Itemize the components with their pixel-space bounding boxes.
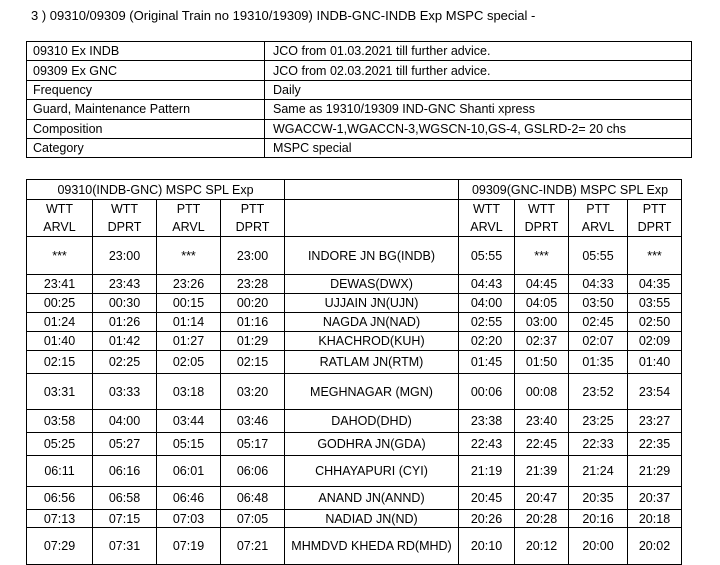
time-cell: 03:44 — [157, 410, 221, 433]
time-cell: 22:35 — [628, 433, 682, 456]
time-cell: 00:20 — [221, 294, 285, 313]
column-header: WTT — [27, 200, 93, 219]
time-cell: 04:33 — [569, 275, 628, 294]
station-header-blank — [285, 180, 459, 200]
timetable-row — [27, 332, 682, 351]
time-cell: 06:06 — [221, 456, 285, 487]
info-row — [27, 80, 692, 99]
station-header-cell — [285, 200, 459, 219]
time-cell: 05:55 — [459, 237, 515, 275]
column-header: DPRT — [628, 218, 682, 237]
time-cell: 23:25 — [569, 410, 628, 433]
time-cell: 20:18 — [628, 510, 682, 528]
time-cell: 23:38 — [459, 410, 515, 433]
time-cell: 01:50 — [515, 351, 569, 374]
station-name: ANAND JN(ANND) — [285, 487, 459, 510]
time-cell: 07:03 — [157, 510, 221, 528]
time-cell: 02:07 — [569, 332, 628, 351]
column-header: PTT — [628, 200, 682, 219]
station-header-cell — [285, 218, 459, 237]
time-cell: *** — [157, 237, 221, 275]
time-cell: 04:35 — [628, 275, 682, 294]
time-cell: 06:01 — [157, 456, 221, 487]
time-cell: 21:39 — [515, 456, 569, 487]
time-cell: 21:29 — [628, 456, 682, 487]
time-cell: 20:26 — [459, 510, 515, 528]
info-row — [27, 42, 692, 61]
timetable-row — [27, 410, 682, 433]
info-label: 09309 Ex GNC — [27, 61, 265, 80]
time-cell: 01:27 — [157, 332, 221, 351]
time-cell: 04:45 — [515, 275, 569, 294]
time-cell: 02:55 — [459, 313, 515, 332]
column-header: PTT — [221, 200, 285, 219]
info-value: Daily — [265, 80, 692, 99]
time-cell: 05:15 — [157, 433, 221, 456]
time-cell: 01:35 — [569, 351, 628, 374]
time-cell: 01:42 — [93, 332, 157, 351]
time-cell: 23:28 — [221, 275, 285, 294]
time-cell: 07:21 — [221, 528, 285, 565]
time-cell: 20:35 — [569, 487, 628, 510]
column-header: PTT — [157, 200, 221, 219]
time-cell: 05:25 — [27, 433, 93, 456]
column-header: DPRT — [515, 218, 569, 237]
time-cell: 04:00 — [459, 294, 515, 313]
time-cell: 00:30 — [93, 294, 157, 313]
time-cell: 20:02 — [628, 528, 682, 565]
info-row — [27, 138, 692, 157]
time-cell: *** — [628, 237, 682, 275]
station-name: NAGDA JN(NAD) — [285, 313, 459, 332]
time-cell: 22:43 — [459, 433, 515, 456]
column-header-row — [27, 200, 682, 219]
station-name: INDORE JN BG(INDB) — [285, 237, 459, 275]
time-cell: 00:25 — [27, 294, 93, 313]
station-name: CHHAYAPURI (CYI) — [285, 456, 459, 487]
left-train-title: 09310(INDB-GNC) MSPC SPL Exp — [27, 180, 285, 200]
timetable-row — [27, 294, 682, 313]
column-header: WTT — [515, 200, 569, 219]
time-cell: 04:43 — [459, 275, 515, 294]
info-value: JCO from 01.03.2021 till further advice. — [265, 42, 692, 61]
time-cell: 02:15 — [27, 351, 93, 374]
time-cell: 00:06 — [459, 374, 515, 410]
column-header: ARVL — [569, 218, 628, 237]
time-cell: 20:00 — [569, 528, 628, 565]
timetable-row — [27, 487, 682, 510]
station-name: GODHRA JN(GDA) — [285, 433, 459, 456]
station-name: MEGHNAGAR (MGN) — [285, 374, 459, 410]
info-value: Same as 19310/19309 IND-GNC Shanti xpress — [265, 100, 692, 119]
time-cell: 01:16 — [221, 313, 285, 332]
info-label: Frequency — [27, 80, 265, 99]
time-cell: 03:20 — [221, 374, 285, 410]
time-cell: 06:56 — [27, 487, 93, 510]
time-cell: 20:37 — [628, 487, 682, 510]
time-cell: 03:31 — [27, 374, 93, 410]
time-cell: 07:31 — [93, 528, 157, 565]
time-cell: 23:26 — [157, 275, 221, 294]
time-cell: 23:54 — [628, 374, 682, 410]
timetable-row — [27, 313, 682, 332]
time-cell: 03:18 — [157, 374, 221, 410]
time-cell: 07:13 — [27, 510, 93, 528]
time-cell: 03:55 — [628, 294, 682, 313]
column-header: ARVL — [27, 218, 93, 237]
time-cell: 01:29 — [221, 332, 285, 351]
time-cell: 07:19 — [157, 528, 221, 565]
time-cell: 00:08 — [515, 374, 569, 410]
timetable-row — [27, 510, 682, 528]
time-cell: 03:33 — [93, 374, 157, 410]
timetable-row — [27, 528, 682, 565]
station-name: KHACHROD(KUH) — [285, 332, 459, 351]
info-label: Composition — [27, 119, 265, 138]
time-cell: 22:33 — [569, 433, 628, 456]
time-cell: 00:15 — [157, 294, 221, 313]
time-cell: 07:05 — [221, 510, 285, 528]
column-header: WTT — [93, 200, 157, 219]
time-cell: 02:45 — [569, 313, 628, 332]
column-header: DPRT — [93, 218, 157, 237]
timetable-row — [27, 275, 682, 294]
time-cell: 01:24 — [27, 313, 93, 332]
time-cell: 05:17 — [221, 433, 285, 456]
time-cell: *** — [515, 237, 569, 275]
info-row — [27, 119, 692, 138]
time-cell: 02:50 — [628, 313, 682, 332]
time-cell: 04:05 — [515, 294, 569, 313]
info-row — [27, 61, 692, 80]
time-cell: 23:00 — [221, 237, 285, 275]
time-cell: 06:16 — [93, 456, 157, 487]
time-cell: 01:40 — [628, 351, 682, 374]
time-cell: 23:27 — [628, 410, 682, 433]
timetable — [26, 179, 682, 565]
station-name: DEWAS(DWX) — [285, 275, 459, 294]
time-cell: 01:45 — [459, 351, 515, 374]
station-name: MHMDVD KHEDA RD(MHD) — [285, 528, 459, 565]
time-cell: 23:00 — [93, 237, 157, 275]
time-cell: 23:40 — [515, 410, 569, 433]
time-cell: 01:40 — [27, 332, 93, 351]
time-cell: 22:45 — [515, 433, 569, 456]
time-cell: 03:50 — [569, 294, 628, 313]
time-cell: 20:45 — [459, 487, 515, 510]
info-row — [27, 100, 692, 119]
timetable-row — [27, 351, 682, 374]
time-cell: 03:46 — [221, 410, 285, 433]
time-cell: 23:41 — [27, 275, 93, 294]
section-heading: 3 ) 09310/09309 (Original Train no 19310/19309) INDB-GNC-INDB Exp MSPC special - — [31, 8, 536, 23]
time-cell: 06:11 — [27, 456, 93, 487]
column-header: ARVL — [459, 218, 515, 237]
time-cell: 06:58 — [93, 487, 157, 510]
right-train-title: 09309(GNC-INDB) MSPC SPL Exp — [459, 180, 682, 200]
timetable-row — [27, 456, 682, 487]
time-cell: 07:29 — [27, 528, 93, 565]
info-label: Guard, Maintenance Pattern — [27, 100, 265, 119]
time-cell: 23:43 — [93, 275, 157, 294]
group-header-row — [27, 180, 682, 200]
time-cell: 20:12 — [515, 528, 569, 565]
station-name: RATLAM JN(RTM) — [285, 351, 459, 374]
time-cell: 02:05 — [157, 351, 221, 374]
time-cell: 04:00 — [93, 410, 157, 433]
info-label: Category — [27, 138, 265, 157]
time-cell: 23:52 — [569, 374, 628, 410]
time-cell: 02:20 — [459, 332, 515, 351]
info-label: 09310 Ex INDB — [27, 42, 265, 61]
train-info-table — [26, 41, 692, 158]
time-cell: 02:15 — [221, 351, 285, 374]
column-header: DPRT — [221, 218, 285, 237]
column-header: WTT — [459, 200, 515, 219]
timetable-row — [27, 237, 682, 275]
column-header-row — [27, 218, 682, 237]
time-cell: 06:46 — [157, 487, 221, 510]
station-name: NADIAD JN(ND) — [285, 510, 459, 528]
station-name: UJJAIN JN(UJN) — [285, 294, 459, 313]
time-cell: 20:10 — [459, 528, 515, 565]
column-header: PTT — [569, 200, 628, 219]
info-value: WGACCW-1,WGACCN-3,WGSCN-10,GS-4, GSLRD-2= 20 chs — [265, 119, 692, 138]
time-cell: 20:28 — [515, 510, 569, 528]
time-cell: 06:48 — [221, 487, 285, 510]
time-cell: *** — [27, 237, 93, 275]
time-cell: 02:25 — [93, 351, 157, 374]
info-value: JCO from 02.03.2021 till further advice. — [265, 61, 692, 80]
time-cell: 05:55 — [569, 237, 628, 275]
time-cell: 01:26 — [93, 313, 157, 332]
time-cell: 03:58 — [27, 410, 93, 433]
time-cell: 20:47 — [515, 487, 569, 510]
time-cell: 21:19 — [459, 456, 515, 487]
info-value: MSPC special — [265, 138, 692, 157]
time-cell: 05:27 — [93, 433, 157, 456]
time-cell: 07:15 — [93, 510, 157, 528]
timetable-row — [27, 433, 682, 456]
time-cell: 20:16 — [569, 510, 628, 528]
time-cell: 21:24 — [569, 456, 628, 487]
time-cell: 02:09 — [628, 332, 682, 351]
time-cell: 02:37 — [515, 332, 569, 351]
station-name: DAHOD(DHD) — [285, 410, 459, 433]
timetable-row — [27, 374, 682, 410]
column-header: ARVL — [157, 218, 221, 237]
time-cell: 03:00 — [515, 313, 569, 332]
time-cell: 01:14 — [157, 313, 221, 332]
